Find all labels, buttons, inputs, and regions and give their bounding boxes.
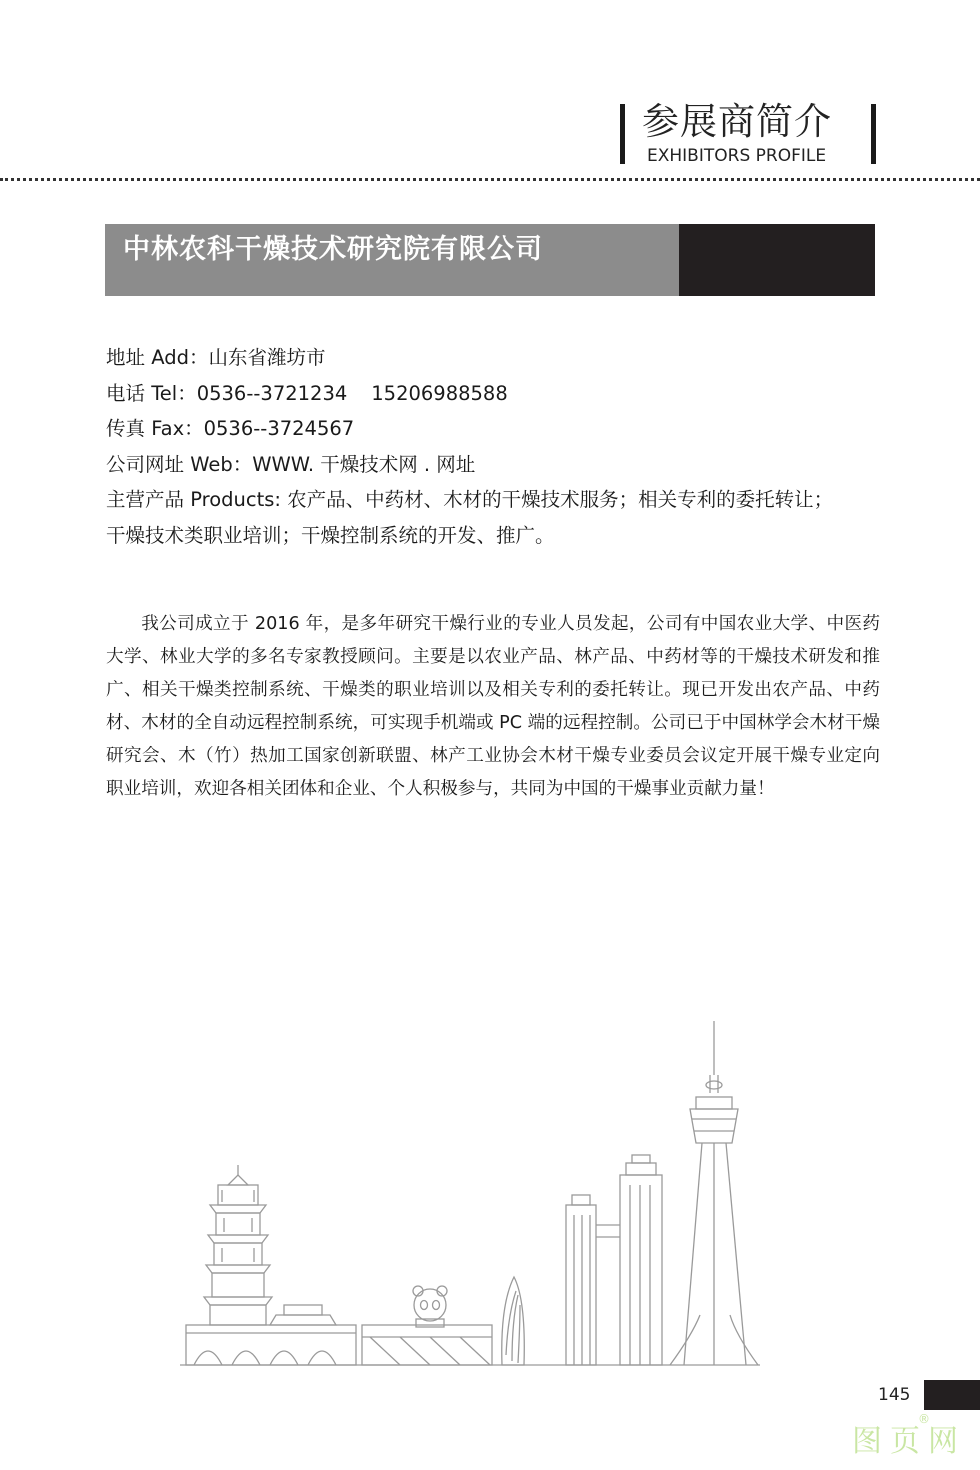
- web-line: 公司网址 Web：WWW. 干燥技术网 . 网址: [106, 452, 476, 476]
- company-title-band: [105, 224, 875, 296]
- section-header: [620, 100, 880, 166]
- watermark-registered-mark: ®: [918, 1412, 930, 1426]
- fax-line: 传真 Fax：0536--3724567: [106, 417, 355, 440]
- section-title-en: EXHIBITORS PROFILE: [647, 146, 827, 166]
- tv-tower-drawing: [670, 1021, 758, 1365]
- city-skyline-illustration: [180, 1015, 760, 1370]
- pagoda-drawing: [204, 1165, 272, 1325]
- address-line: 地址 Add：山东省潍坊市: [106, 346, 326, 369]
- page-number: 145: [878, 1385, 911, 1405]
- mobile-text: 15206988588: [371, 381, 508, 405]
- page-tab-block: [924, 1380, 980, 1410]
- tel-text: 电话 Tel：0536--3721234: [106, 381, 348, 405]
- company-name: 中林农科干燥技术研究院有限公司: [123, 234, 543, 265]
- dotted-divider: [0, 178, 980, 181]
- panda-drawing: [362, 1286, 492, 1365]
- tel-line: [106, 376, 896, 412]
- bridge-drawing: [186, 1305, 356, 1365]
- header-bar-left: [620, 104, 625, 164]
- title-band-dark-block: [679, 224, 875, 296]
- contact-info: [106, 340, 896, 553]
- products-line-1: 主营产品 Products: 农产品、中药材、木材的干燥技术服务；相关专利的委托转让；: [106, 488, 834, 511]
- section-title-cn: 参展商简介: [642, 100, 832, 143]
- watermark: 图页网: [852, 1424, 966, 1459]
- twin-towers-drawing: [566, 1155, 662, 1365]
- header-bar-right: [871, 104, 876, 164]
- company-intro-paragraph: 我公司成立于 2016 年，是多年研究干燥行业的专业人员发起，公司有中国农业大学、中医药大学、林业大学的多名专家教授顾问。主要是以农业产品、林产品、中药材等的干燥技术研发和推广、相关干燥类控制系统、干燥类的职业培训以及相关专利的委托转让。现已开发出农产品、中药材、木材的全自动远程控制系统，可实现手机端或 PC 端的远程控制。公司已于中国林学会木材干燥研究会、木（竹）热加工国家创新联盟、林产工业协会木材干燥专业委员会议定开展干燥专业定向职业培训，欢迎各相关团体和企业、个人积极参与，共同为中国的干燥事业贡献力量！: [106, 613, 880, 799]
- twisted-tower-drawing: [502, 1277, 525, 1365]
- products-line-2: 干燥技术类职业培训；干燥控制系统的开发、推广。: [106, 523, 555, 547]
